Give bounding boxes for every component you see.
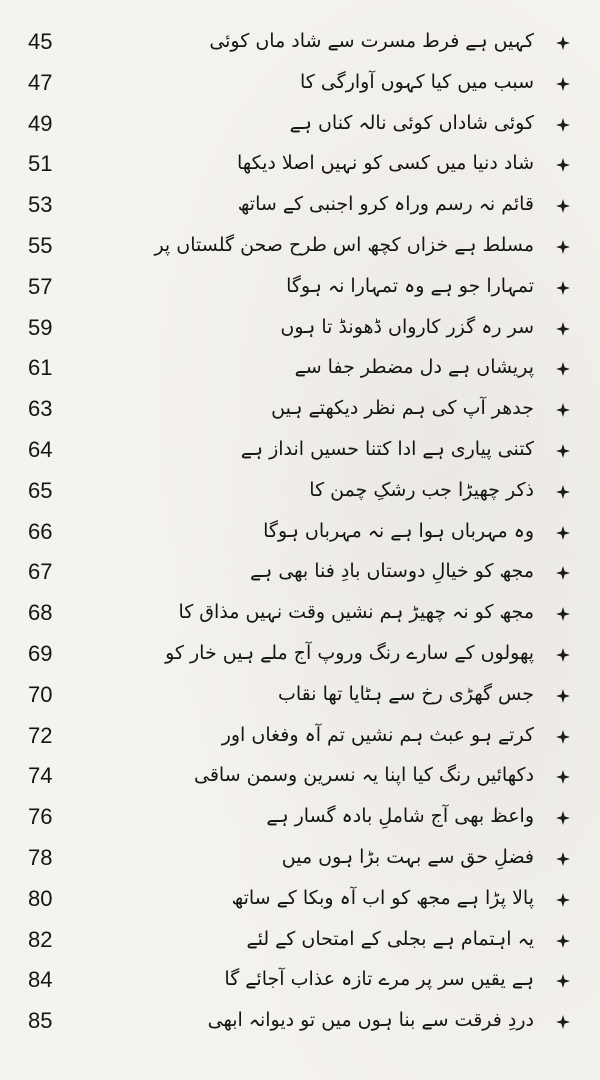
page-number: 68 (28, 600, 53, 626)
page-number: 76 (28, 804, 53, 830)
toc-entry-53 (0, 185, 600, 226)
diamond-bullet-icon (556, 158, 570, 172)
diamond-bullet-icon (556, 281, 570, 295)
diamond-bullet-icon (556, 77, 570, 91)
diamond-bullet-icon (556, 648, 570, 662)
page-number: 85 (28, 1008, 53, 1034)
table-of-contents (0, 22, 600, 1042)
diamond-bullet-icon (556, 362, 570, 376)
page-number: 57 (28, 273, 53, 299)
page-number: 55 (28, 232, 53, 258)
toc-entry-80 (0, 879, 600, 920)
page-number: 64 (28, 436, 53, 462)
poem-title: وہ مہرباں ہوا ہے نہ مہرباں ہوگا (263, 519, 534, 542)
toc-entry-70 (0, 675, 600, 716)
diamond-bullet-icon (556, 1015, 570, 1029)
page-number: 53 (28, 192, 53, 218)
page-number: 84 (28, 967, 53, 993)
diamond-bullet-icon (556, 893, 570, 907)
page-number: 66 (28, 518, 53, 544)
diamond-bullet-icon (556, 607, 570, 621)
poem-title: جدھر آپ کی ہم نظر دیکھتے ہیں (271, 397, 534, 420)
toc-entry-65 (0, 471, 600, 512)
toc-entry-66 (0, 512, 600, 553)
toc-entry-57 (0, 267, 600, 308)
poem-title: ہے یقیں سر پر مرے تازہ عذاب آجائے گا (224, 968, 534, 991)
poem-title: شاد دنیا میں کسی کو نہیں اصلا دیکھا (237, 152, 534, 175)
diamond-bullet-icon (556, 770, 570, 784)
toc-entry-74 (0, 756, 600, 797)
page-number: 51 (28, 151, 53, 177)
toc-entry-49 (0, 104, 600, 145)
page-number: 49 (28, 110, 53, 136)
toc-entry-47 (0, 63, 600, 104)
toc-entry-67 (0, 552, 600, 593)
page-number: 63 (28, 396, 53, 422)
toc-entry-63 (0, 389, 600, 430)
page-number: 70 (28, 681, 53, 707)
diamond-bullet-icon (556, 240, 570, 254)
page-number: 59 (28, 314, 53, 340)
page-number: 74 (28, 763, 53, 789)
poem-title: قائم نہ رسم وراہ کرو اجنبی کے ساتھ (237, 193, 534, 216)
toc-entry-45 (0, 22, 600, 63)
toc-entry-61 (0, 348, 600, 389)
toc-entry-76 (0, 797, 600, 838)
toc-entry-51 (0, 144, 600, 185)
page-number: 65 (28, 477, 53, 503)
poem-title: یہ اہتمام ہے بجلی کے امتحاں کے لئے (246, 927, 534, 950)
poem-title: کتنی پیاری ہے ادا کتنا حسیں انداز ہے (240, 437, 534, 460)
toc-entry-84 (0, 960, 600, 1001)
toc-entry-82 (0, 920, 600, 961)
diamond-bullet-icon (556, 118, 570, 132)
poem-title: مجھ کو خیالِ دوستاں بادِ فنا بھی ہے (250, 560, 534, 583)
page-number: 82 (28, 926, 53, 952)
poem-title: جس گھڑی رخ سے ہٹایا تھا نقاب (278, 682, 534, 705)
page-number: 61 (28, 355, 53, 381)
toc-entry-59 (0, 308, 600, 349)
page-number: 69 (28, 640, 53, 666)
poem-title: سبب میں کیا کہوں آوارگی کا (299, 70, 534, 93)
diamond-bullet-icon (556, 444, 570, 458)
diamond-bullet-icon (556, 689, 570, 703)
diamond-bullet-icon (556, 566, 570, 580)
poem-title: کرتے ہو عبث ہم نشیں تم آہ وفغاں اور (221, 723, 534, 746)
toc-entry-69 (0, 634, 600, 675)
diamond-bullet-icon (556, 852, 570, 866)
diamond-bullet-icon (556, 811, 570, 825)
poem-title: ذکر چھیڑا جب رشکِ چمن کا (309, 478, 534, 501)
diamond-bullet-icon (556, 485, 570, 499)
toc-entry-85 (0, 1001, 600, 1042)
toc-entry-64 (0, 430, 600, 471)
diamond-bullet-icon (556, 934, 570, 948)
poem-title: دردِ فرقت سے بنا ہوں میں تو دیوانہ ابھی (207, 1009, 534, 1032)
poem-title: مجھ کو نہ چھیڑ ہم نشیں وقت نہیں مذاق کا (178, 601, 534, 624)
page-number: 45 (28, 29, 53, 54)
diamond-bullet-icon (556, 974, 570, 988)
toc-entry-55 (0, 226, 600, 267)
page-number: 67 (28, 559, 53, 585)
toc-entry-68 (0, 593, 600, 634)
poem-title: دکھائیں رنگ کیا اپنا یہ نسرین وسمن ساقی (193, 764, 534, 787)
page-number: 80 (28, 885, 53, 911)
diamond-bullet-icon (556, 322, 570, 336)
diamond-bullet-icon (556, 403, 570, 417)
poem-title: واعظ بھی آج شاملِ بادہ گسار ہے (266, 805, 534, 828)
diamond-bullet-icon (556, 199, 570, 213)
diamond-bullet-icon (556, 730, 570, 744)
diamond-bullet-icon (556, 36, 570, 50)
poem-title: کہیں ہے فرط مسرت سے شاد ماں کوئی (209, 30, 534, 52)
poem-title: کوئی شاداں کوئی نالہ کناں ہے (289, 111, 534, 134)
toc-entry-72 (0, 716, 600, 757)
page-number: 78 (28, 844, 53, 870)
poem-title: پریشاں ہے دل مضطر جفا سے (294, 356, 534, 379)
poem-title: پالا پڑا ہے مجھ کو اب آہ وبکا کے ساتھ (231, 886, 534, 909)
poem-title: مسلط ہے خزاں کچھ اس طرح صحن گلستاں پر (154, 233, 534, 256)
page-number: 72 (28, 722, 53, 748)
poem-title: تمہارا جو ہے وہ تمہارا نہ ہوگا (286, 274, 534, 297)
poem-title: فضلِ حق سے بہت بڑا ہوں میں (281, 845, 534, 868)
page-number: 47 (28, 69, 53, 95)
toc-entry-78 (0, 838, 600, 879)
poem-title: پھولوں کے سارے رنگ وروپ آج ملے ہیں خار کو (165, 641, 534, 664)
poem-title: سر رہ گزر کارواں ڈھونڈ تا ہوں (280, 315, 534, 338)
diamond-bullet-icon (556, 526, 570, 540)
